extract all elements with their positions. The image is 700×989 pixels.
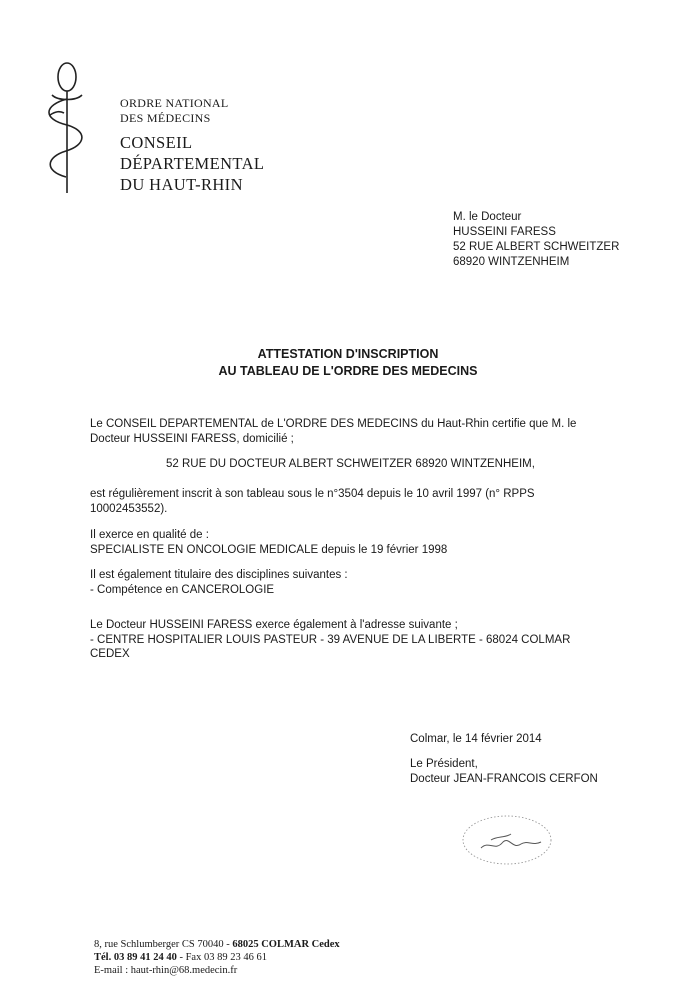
caduceus-logo-icon [30,55,88,195]
signature-place-date: Colmar, le 14 février 2014 [410,733,542,745]
signature-name: Docteur JEAN-FRANCOIS CERFON [410,773,598,785]
paragraph-specialty [90,528,630,557]
signature-role: Le Président, [410,758,478,770]
footer-phone: Tél. 03 89 41 24 40 [94,952,177,963]
order-name-line2: DES MÉDECINS [120,111,211,125]
paragraph-line: - Compétence en CANCEROLOGIE [90,583,275,596]
document-title [0,346,700,380]
council-name [120,132,264,195]
title-line2: AU TABLEAU DE L'ORDRE DES MEDECINS [218,364,478,378]
footer-street: 8, rue Schlumberger CS 70040 - [94,939,233,950]
recipient-street: 52 RUE ALBERT SCHWEITZER [453,241,620,253]
home-address-line: 52 RUE DU DOCTEUR ALBERT SCHWEITZER 68920 WINTZENHEIM, [166,458,535,470]
paragraph-line: Le CONSEIL DEPARTEMENTAL de L'ORDRE DES MEDECINS du Haut-Rhin certifie que M. le [90,418,577,430]
paragraph-certification [90,417,630,446]
council-name-line2: DÉPARTEMENTAL [120,154,265,173]
footer-fax: - Fax 03 89 23 46 61 [176,952,267,963]
paragraph-secondary-address [90,618,630,662]
title-line1: ATTESTATION D'INSCRIPTION [257,347,439,361]
paragraph-line: Docteur HUSSEINI FARESS, domicilié ; [90,432,294,445]
recipient-salutation: M. le Docteur [453,211,522,223]
order-name [120,96,229,126]
paragraph-line: Il exerce en qualité de : [90,529,209,541]
paragraph-line: Le Docteur HUSSEINI FARESS exerce également à l'adresse suivante ; [90,619,458,631]
footer-address-line [94,938,340,951]
paragraph-line: Il est également titulaire des disciplines suivantes : [90,569,348,581]
footer-postcode: 68025 COLMAR Cedex [232,939,340,950]
council-name-line1: CONSEIL [120,133,193,152]
paragraph-line: SPECIALISTE EN ONCOLOGIE MEDICALE depuis le 19 février 1998 [90,543,448,556]
recipient-name: HUSSEINI FARESS [453,226,556,238]
recipient-city: 68920 WINTZENHEIM [453,256,570,268]
footer-contact [94,938,340,977]
footer-phone-line [94,951,340,964]
paragraph-line: - CENTRE HOSPITALIER LOUIS PASTEUR - 39 AVENUE DE LA LIBERTE - 68024 COLMAR [90,633,571,646]
paragraph-registration [90,487,630,516]
footer-email: E-mail : haut-rhin@68.medecin.fr [94,965,238,976]
signature-stamp-icon [455,810,565,870]
paragraph-disciplines [90,568,630,597]
paragraph-line: 10002453552). [90,502,168,515]
order-name-line1: ORDRE NATIONAL [120,96,229,110]
paragraph-line: est régulièrement inscrit à son tableau sous le n°3504 depuis le 10 avril 1997 (n° RPPS [90,488,535,500]
signature-block [410,757,598,787]
council-name-line3: DU HAUT-RHIN [120,175,243,194]
paragraph-home-address [166,457,700,472]
recipient-address [453,210,619,270]
paragraph-line: CEDEX [90,648,130,660]
